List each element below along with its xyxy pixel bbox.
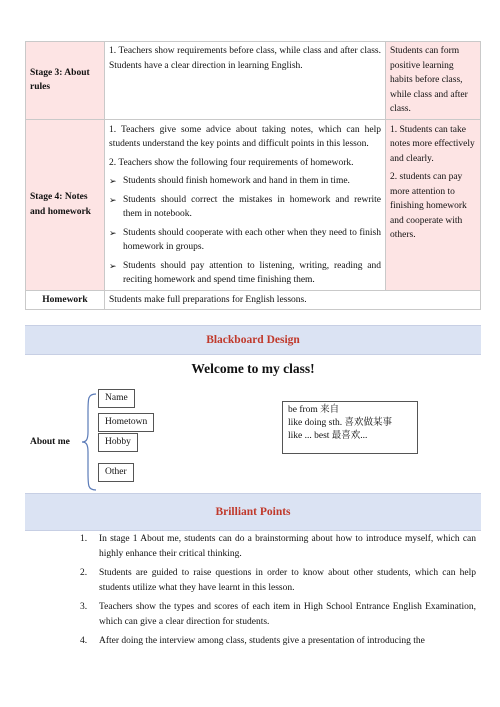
list-item [109, 226, 381, 255]
about-me-label: About me [30, 437, 70, 447]
table-row [26, 290, 481, 310]
point-number: 2. [80, 568, 88, 578]
effect-cell [386, 119, 481, 290]
arrow-bullet-icon: ➢ [109, 194, 117, 205]
phrase-line: like ... best 最喜欢... [288, 431, 368, 441]
point-text: After doing the interview among class, students give a presentation of introducing the [99, 636, 425, 646]
content-paragraph: 1. Teachers give some advice about taking notes, which can help students understand the key points and difficult points in this lesson. [109, 124, 381, 149]
bullet-text: Students should pay attention to listening, writing, reading and reciting homework and spend time finishing them. [123, 260, 381, 285]
brilliant-points-list [80, 532, 476, 654]
list-item [80, 532, 476, 561]
arrow-bullet-icon: ➢ [109, 176, 117, 186]
effect-text: Students can form positive learning habits before class, while class and after class. [390, 46, 468, 114]
table-row [26, 119, 481, 290]
list-item [80, 634, 476, 649]
welcome-title: Welcome to my class! [191, 361, 315, 376]
brilliant-points-heading: Brilliant Points [25, 493, 481, 531]
board-box-hometown: Hometown [98, 413, 154, 432]
bullet-text: Students should correct the mistakes in homework and rewrite them in notebook. [123, 194, 381, 219]
phrase-line: like doing sth. 喜欢做某事 [288, 418, 392, 428]
phrase-line: be from 来自 [288, 405, 340, 415]
effect-text: 1. Students can take notes more effectively and clearly. [390, 124, 475, 164]
effect-cell [386, 42, 481, 120]
point-text: Students are guided to raise questions in order to know about other students, which can help students utilize what they have learnt in this lesson. [99, 568, 476, 593]
effect-text: 2. students can pay more attention to finishing homework and cooperate with others. [390, 172, 467, 240]
content-paragraph: 1. Teachers show requirements before class, while class and after class. Students have a clear direction in learning English. [109, 46, 381, 71]
list-item [80, 566, 476, 595]
content-paragraph: 2. Teachers show the following four requirements of homework. [109, 157, 354, 168]
list-item [109, 193, 381, 222]
homework-label: Homework [26, 290, 105, 310]
content-cell [105, 42, 386, 120]
point-text: In stage 1 About me, students can do a brainstorming about how to introduce myself, which can highly enhance their critical thinking. [99, 534, 476, 559]
stage-cell: Stage 3: About rules [26, 42, 105, 120]
list-item [109, 174, 381, 189]
list-item [80, 600, 476, 629]
lesson-plan-table [25, 41, 481, 310]
point-number: 3. [80, 602, 88, 612]
bullet-text: Students should finish homework and hand in them in time. [123, 176, 350, 186]
stage-cell: Stage 4: Notes and homework [26, 119, 105, 290]
table-row [26, 42, 481, 120]
blackboard-design-heading: Blackboard Design [25, 325, 481, 355]
arrow-bullet-icon: ➢ [109, 260, 117, 271]
point-text: Teachers show the types and scores of each item in High School Entrance English Examination, which can give a clear direction for students. [99, 602, 476, 627]
point-number: 1. [80, 534, 88, 544]
board-box-name: Name [98, 389, 135, 408]
arrow-bullet-icon: ➢ [109, 227, 117, 238]
content-cell [105, 119, 386, 290]
bullet-text: Students should cooperate with each other when they need to finish homework in groups. [123, 227, 381, 252]
homework-text: Students make full preparations for English lessons. [105, 290, 481, 310]
board-box-other: Other [98, 463, 134, 482]
board-box-hobby: Hobby [98, 433, 138, 452]
point-number: 4. [80, 636, 88, 646]
list-item [109, 259, 381, 288]
phrases-box [282, 401, 418, 454]
